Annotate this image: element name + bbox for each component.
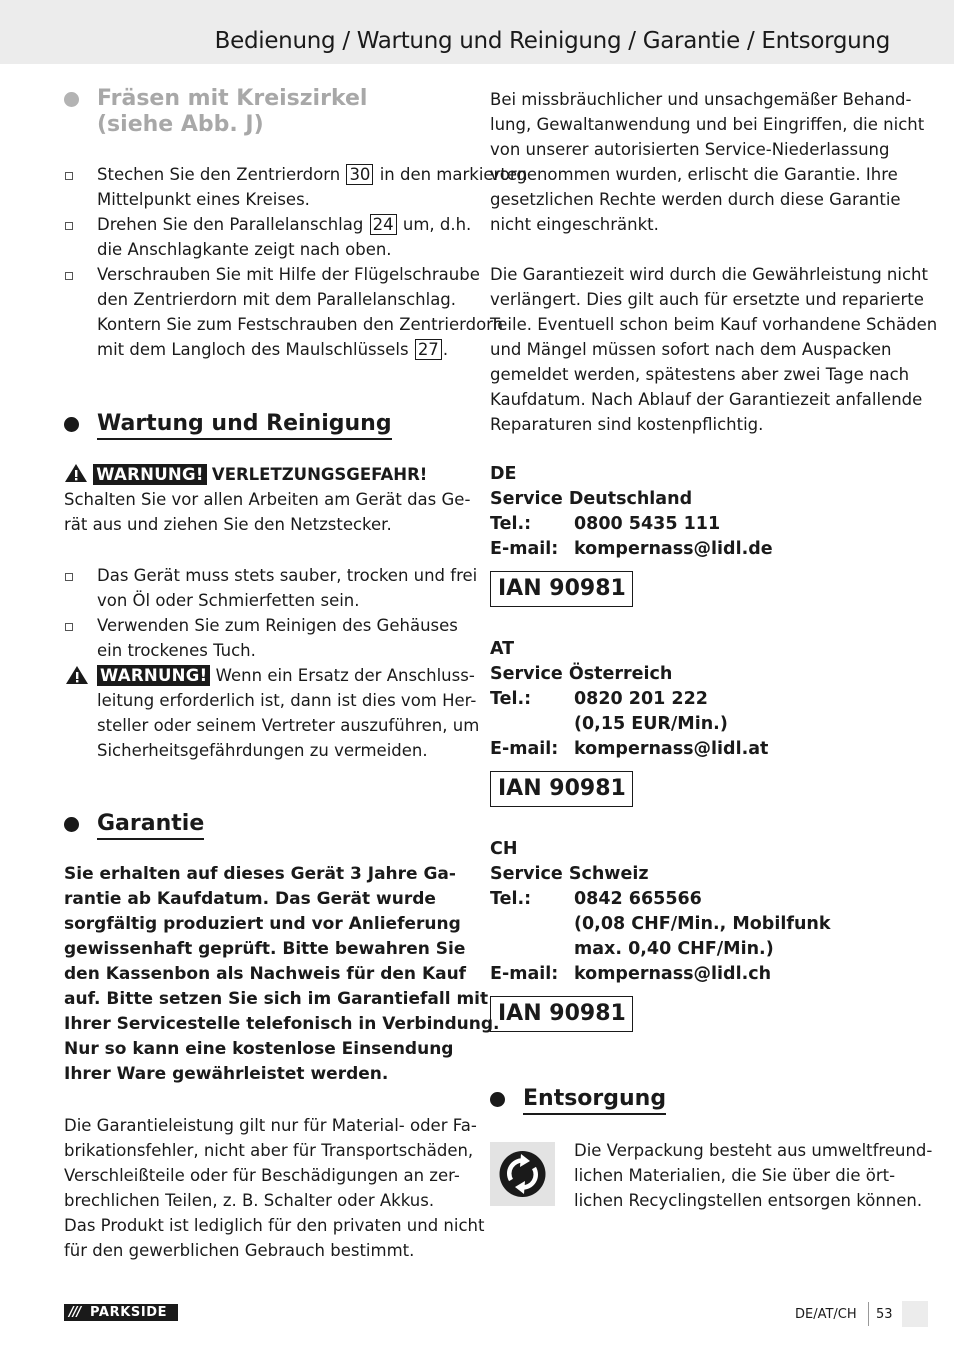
text: Die Verpackung besteht aus umweltfreund- [574,1141,933,1160]
email-label: E-mail: [490,539,559,559]
text: rät aus und ziehen Sie den Netzstecker. [64,515,392,534]
text: Das Gerät muss stets sauber, trocken und frei [97,566,478,585]
warning-triangle-icon [64,463,88,483]
ref-number: 27 [415,339,442,360]
text: Stechen Sie den Zentrierdorn [97,165,341,184]
fraesen-heading-line1: Fräsen mit Kreiszirkel [97,86,368,111]
country-code: DE [490,464,517,484]
text: Nur so kann eine kostenlose Einsendung [64,1039,454,1059]
text: von Öl oder Schmierfetten sein. [97,591,360,610]
text: gemeldet werden, spätestens aber zwei Tage nach [490,365,910,384]
text: um, d.h. [402,215,472,234]
text: für den gewerblichen Gebrauch bestimmt. [64,1241,415,1260]
text: Teile. Eventuell schon beim Kauf vorhandene Schäden [490,315,938,334]
text: Verschleißteile oder für Beschädigungen an zer- [64,1166,460,1185]
logo-text: PARKSIDE [90,1305,168,1320]
footer-divider [868,1302,869,1326]
tel-label: Tel.: [490,689,532,709]
text: Bei missbräuchlicher und unsachgemäßer Behand- [490,90,912,109]
text: Reparaturen sind kostenpflichtig. [490,415,764,434]
text: den Kassenbon als Nachweis für den Kauf [64,964,467,984]
text: Drehen Sie den Parallelanschlag [97,215,364,234]
ref-number: 30 [346,164,373,185]
garantie-paragraph-continued [490,87,925,237]
service-contact-at [490,637,894,762]
page-number: 53 [876,1307,893,1322]
tel-label: Tel.: [490,889,532,909]
heading-bullet-icon [64,817,79,832]
heading-bullet-icon [64,92,79,107]
heading-bullet-icon [64,417,79,432]
phone-rate: (0,08 CHF/Min., Mobilfunk [574,914,831,934]
phone-rate: (0,15 EUR/Min.) [574,714,728,734]
text: ein trockenes Tuch. [97,641,256,660]
text: rantie ab Kaufdatum. Das Gerät wurde [64,889,436,909]
warning-title: VERLETZUNGSGEFAHR! [211,465,428,484]
phone-number: 0820 201 222 [574,689,708,709]
text: in den markierten [379,165,528,184]
text: verlängert. Dies gilt auch für ersetzte und reparierte [490,290,924,309]
text: Sie erhalten auf dieses Gerät 3 Jahre Ga- [64,864,456,884]
text: Schalten Sie vor allen Arbeiten am Gerät das Ge- [64,490,471,509]
phone-number: 0800 5435 111 [574,514,721,534]
footer-country-codes: DE/AT/CH [795,1307,857,1322]
fraesen-heading-line2: (siehe Abb. J) [97,112,264,137]
phone-rate: max. 0,40 CHF/Min.) [574,939,774,959]
warning-badge: WARNUNG! [97,665,210,686]
text: gewissenhaft geprüft. Bitte bewahren Sie [64,939,466,959]
text: Mittelpunkt eines Kreises. [97,190,310,209]
ian-box: IAN 90981 [490,771,633,807]
country-code: CH [490,839,518,859]
text: steller oder seinem Vertreter auszuführen, um [97,716,480,735]
text: mit dem Langloch des Maulschlüssels [97,340,409,359]
text: Ihrer Servicestelle telefonisch in Verbindung. [64,1014,500,1034]
checkbox-square-icon [65,272,73,280]
entsorgung-paragraph [574,1138,933,1213]
phone-number: 0842 665566 [574,889,702,909]
ian-box: IAN 90981 [490,996,633,1032]
heading-bullet-icon [490,1092,505,1107]
checkbox-square-icon [65,172,73,180]
recycling-green-dot-icon [490,1142,555,1206]
parkside-logo [64,1304,178,1321]
footer-tab-marker [902,1301,928,1327]
checkbox-square-icon [65,623,73,631]
text: den Zentrierdorn mit dem Parallelanschlag. [97,290,457,309]
checkbox-square-icon [65,573,73,581]
text: Ihrer Ware gewährleistet werden. [64,1064,389,1084]
text: die Anschlagkante zeigt nach oben. [97,240,392,259]
service-name: Service Österreich [490,664,673,684]
garantie-paragraph [64,1113,485,1263]
ref-number: 24 [370,214,397,235]
text: Sicherheitsgefährdungen zu vermeiden. [97,741,428,760]
text: brechlichen Teilen, z. B. Schalter oder Akkus. [64,1191,435,1210]
text: gesetzlichen Rechte werden durch diese Garantie [490,190,901,209]
email-address: kompernass@lidl.ch [574,964,772,984]
text: Verschrauben Sie mit Hilfe der Flügelschraube [97,265,480,284]
garantiezeit-paragraph [490,262,938,437]
email-address: kompernass@lidl.de [574,539,773,559]
page-header [0,0,954,64]
email-address: kompernass@lidl.at [574,739,769,759]
garantie-bold-paragraph [64,862,500,1087]
service-name: Service Deutschland [490,489,693,509]
service-name: Service Schweiz [490,864,649,884]
email-label: E-mail: [490,964,559,984]
text: nicht eingeschränkt. [490,215,659,234]
text: und Mängel müssen sofort nach dem Auspacken [490,340,892,359]
warning-badge: WARNUNG! [93,464,206,485]
text: Wenn ein Ersatz der Anschluss- [215,666,475,685]
ian-box: IAN 90981 [490,571,633,607]
text: lichen Recyclingstellen entsorgen können. [574,1191,923,1210]
text: lung, Gewaltanwendung und bei Eingriffen, die nicht [490,115,925,134]
text: Die Garantieleistung gilt nur für Material- oder Fa- [64,1116,477,1135]
text: sorgfältig produziert und vor Anlieferung [64,914,461,934]
text: von unserer autorisierten Service-Niederlassung [490,140,890,159]
text: vorgenommen wurden, erlischt die Garantie. Ihre [490,165,898,184]
text: Kontern Sie zum Festschrauben den Zentrierdorn [97,315,504,334]
text: auf. Bitte setzen Sie sich im Garantiefall mit [64,989,489,1009]
warning-triangle-icon [65,665,89,685]
logo-slashes: /// [69,1305,81,1320]
warning-block-1 [64,462,471,537]
text: Die Garantiezeit wird durch die Gewährleistung nicht [490,265,928,284]
country-code: AT [490,639,515,659]
service-contact-ch [490,837,894,987]
text: Kaufdatum. Nach Ablauf der Garantiezeit anfallende [490,390,923,409]
service-contact-de [490,462,894,562]
tel-label: Tel.: [490,514,532,534]
text: brikationsfehler, nicht aber für Transportschäden, [64,1141,474,1160]
checkbox-square-icon [65,222,73,230]
page-title: Bedienung / Wartung und Reinigung / Garantie / Entsorgung [214,28,890,54]
text: leitung erforderlich ist, dann ist dies vom Her- [97,691,477,710]
text: lichen Materialien, die Sie über die ört- [574,1166,896,1185]
text: Das Produkt ist lediglich für den privaten und nicht [64,1216,485,1235]
email-label: E-mail: [490,739,559,759]
text: . [442,340,449,359]
text: Verwenden Sie zum Reinigen des Gehäuses [97,616,458,635]
